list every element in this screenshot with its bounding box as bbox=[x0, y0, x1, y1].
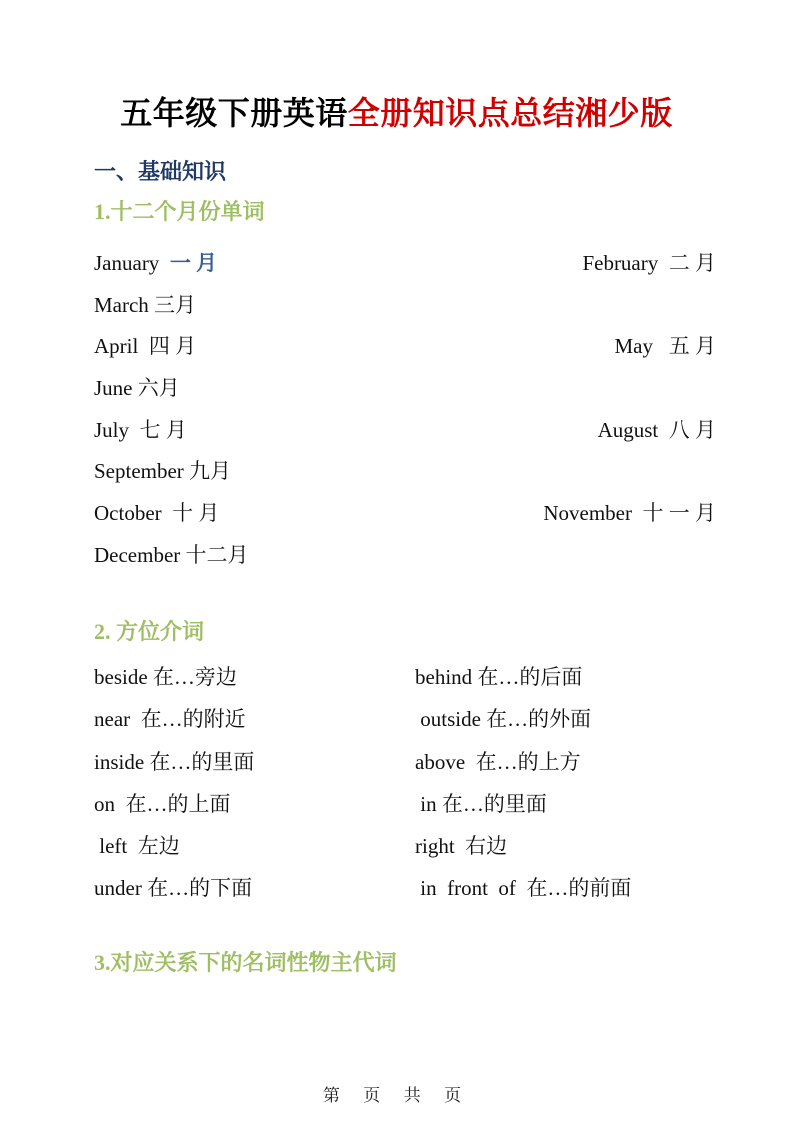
preposition-row bbox=[94, 783, 716, 825]
month-left-text: September 九月 bbox=[94, 459, 232, 484]
month-row bbox=[94, 368, 716, 410]
month-row bbox=[94, 410, 716, 452]
month-left bbox=[94, 493, 219, 535]
month-right-text: August 八 月 bbox=[597, 417, 716, 442]
subsection-heading-possessives: 3.对应关系下的名词性物主代词 bbox=[94, 950, 397, 975]
subsection-heading-months: 1.十二个月份单词 bbox=[94, 199, 265, 224]
month-left bbox=[94, 535, 249, 577]
page-title bbox=[0, 93, 793, 133]
month-right-text: February 二 月 bbox=[582, 251, 716, 275]
month-right-text: May 五 月 bbox=[614, 334, 716, 359]
month-row bbox=[94, 243, 716, 285]
month-left bbox=[94, 451, 231, 493]
month-row bbox=[94, 535, 716, 577]
month-left-text: March 三月 bbox=[94, 292, 197, 317]
subsection-heading-prepositions: 2. 方位介词 bbox=[94, 619, 205, 644]
prepositions-list bbox=[94, 656, 716, 910]
page-footer: 第 页 共 页 bbox=[322, 1086, 471, 1106]
month-right-text: November 十 一 月 bbox=[543, 501, 716, 526]
preposition-right-text: above 在…的上方 bbox=[415, 749, 581, 774]
month-left-text: October 十 月 bbox=[94, 501, 220, 526]
month-left-text: January bbox=[94, 251, 170, 275]
months-list bbox=[94, 243, 716, 577]
month-row bbox=[94, 326, 716, 368]
preposition-right-text: in 在…的里面 bbox=[415, 791, 547, 816]
month-left-highlight: 一 月 bbox=[169, 251, 218, 275]
preposition-row bbox=[94, 825, 716, 867]
month-row bbox=[94, 285, 716, 327]
preposition-left-text: under 在…的下面 bbox=[94, 876, 253, 901]
preposition-row bbox=[94, 741, 716, 783]
preposition-right-text: in front of 在…的前面 bbox=[415, 876, 632, 901]
month-left bbox=[94, 326, 196, 368]
month-left-text: June 六月 bbox=[94, 376, 180, 401]
month-row bbox=[94, 493, 716, 535]
section-heading-basics: 一、基础知识 bbox=[94, 159, 227, 184]
month-left-text: July 七 月 bbox=[94, 417, 187, 442]
month-left-text: April 四 月 bbox=[94, 334, 197, 359]
preposition-right-text: right 右边 bbox=[415, 834, 508, 859]
preposition-left-text: left 左边 bbox=[94, 834, 180, 859]
month-left bbox=[94, 410, 187, 452]
preposition-right-text: behind 在…的后面 bbox=[415, 665, 583, 689]
preposition-left-text: inside 在…的里面 bbox=[94, 749, 255, 774]
preposition-right-text: outside 在…的外面 bbox=[415, 707, 592, 732]
preposition-row bbox=[94, 698, 716, 740]
preposition-row bbox=[94, 656, 716, 698]
month-left bbox=[94, 285, 196, 327]
month-left-text: December 十二月 bbox=[94, 542, 249, 567]
month-row bbox=[94, 451, 716, 493]
preposition-left-text: on 在…的上面 bbox=[94, 791, 231, 816]
month-left bbox=[94, 368, 180, 410]
preposition-left-text: near 在…的附近 bbox=[94, 707, 246, 732]
month-left bbox=[94, 243, 217, 285]
preposition-row bbox=[94, 867, 716, 909]
title-red-part: 全册知识点总结湘少版 bbox=[347, 95, 673, 131]
preposition-left-text: beside 在…旁边 bbox=[94, 665, 237, 689]
title-black-part: 五年级下册英语 bbox=[120, 95, 348, 131]
